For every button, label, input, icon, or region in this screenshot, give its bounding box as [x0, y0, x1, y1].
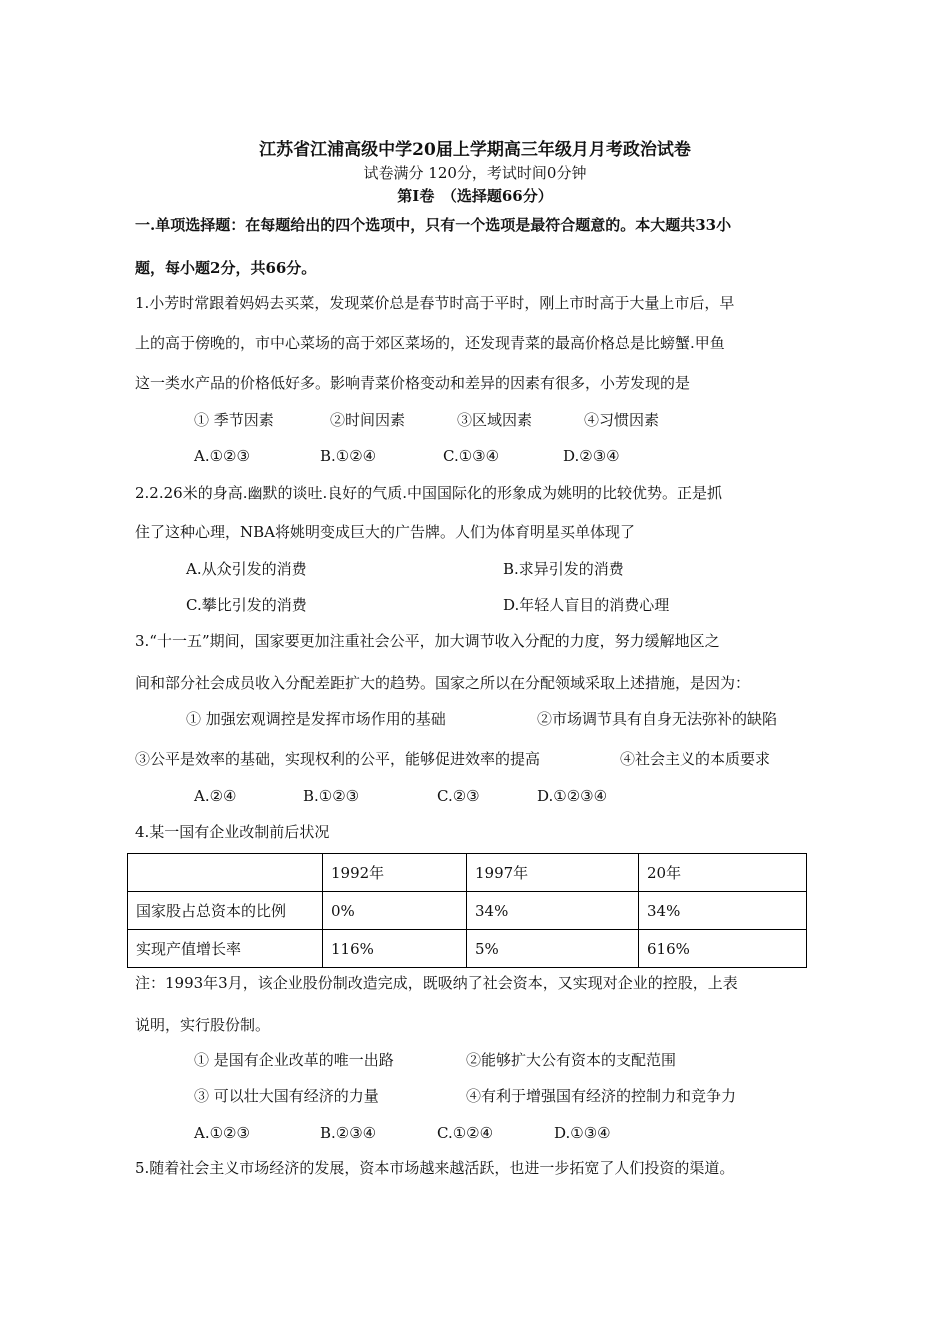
exam-title: 江苏省江浦高级中学20届上学期高三年级月月考政治试卷	[259, 140, 691, 160]
table-header-cell	[128, 854, 323, 892]
q4-note-line1: 注：1993年3月，该企业股份制改造完成，既吸纳了社会资本，又实现对企业的控股，上表	[135, 974, 738, 992]
q2-choice-a: A.从众引发的消费	[186, 560, 307, 578]
table-header-cell: 20年	[639, 854, 807, 892]
q4-stem: 4.某一国有企业改制前后状况	[135, 823, 330, 841]
q2-stem-line1: 2.2.26米的身高.幽默的谈吐.良好的气质.中国国际化的形象成为姚明的比较优势。正是抓	[135, 484, 723, 502]
table-header-cell: 1992年	[323, 854, 467, 892]
q3-item-1: ① 加强宏观调控是发挥市场作用的基础	[186, 710, 446, 728]
table-header-row	[128, 854, 807, 892]
table-cell: 0%	[323, 892, 467, 930]
table-cell: 34%	[467, 892, 639, 930]
q3-item-2: ②市场调节具有自身无法弥补的缺陷	[537, 710, 778, 728]
q3-choice-a: A.②④	[194, 787, 237, 805]
table-cell: 5%	[467, 930, 639, 968]
q3-item-4: ④社会主义的本质要求	[620, 750, 771, 768]
table-cell: 34%	[639, 892, 807, 930]
q1-item-4: ④习惯因素	[584, 411, 660, 429]
q3-stem-line1: 3.“十一五”期间，国家要更加注重社会公平，加大调节收入分配的力度，努力缓解地区之	[135, 632, 720, 650]
q4-item-4: ④有利于增强国有经济的控制力和竞争力	[466, 1087, 737, 1105]
q2-choice-d: D.年轻人盲目的消费心理	[503, 596, 670, 614]
part-label: 第Ⅰ卷 （选择题66分）	[397, 187, 553, 205]
q4-item-3: ③ 可以壮大国有经济的力量	[194, 1087, 379, 1105]
q4-choice-a: A.①②③	[194, 1124, 250, 1142]
table-row	[128, 892, 807, 930]
q5-stem-line1: 5.随着社会主义市场经济的发展，资本市场越来越活跃，也进一步拓宽了人们投资的渠道。	[135, 1159, 735, 1177]
q3-item-3: ③公平是效率的基础，实现权利的公平，能够促进效率的提高	[135, 750, 541, 768]
q4-choice-c: C.①②④	[437, 1124, 494, 1142]
q1-stem-line3: 这一类水产品的价格低好多。影响青菜价格变动和差异的因素有很多，小芳发现的是	[135, 374, 691, 392]
q4-item-2: ②能够扩大公有资本的支配范围	[466, 1051, 677, 1069]
table-cell: 616%	[639, 930, 807, 968]
q2-choice-c: C.攀比引发的消费	[186, 596, 307, 614]
q3-choice-c: C.②③	[437, 787, 480, 805]
q4-note-line2: 说明，实行股份制。	[135, 1016, 271, 1034]
table-row	[128, 930, 807, 968]
table-cell: 116%	[323, 930, 467, 968]
table-cell: 实现产值增长率	[128, 930, 323, 968]
q1-choice-d: D.②③④	[563, 447, 620, 465]
section-intro-line2: 题，每小题2分，共66分。	[135, 259, 317, 277]
table-header-cell: 1997年	[467, 854, 639, 892]
q3-choice-b: B.①②③	[303, 787, 360, 805]
q1-choice-c: C.①③④	[443, 447, 500, 465]
section-intro-line1: 一.单项选择题：在每题给出的四个选项中，只有一个选项是最符合题意的。本大题共33小	[135, 216, 732, 234]
q4-choice-b: B.②③④	[320, 1124, 377, 1142]
q3-stem-line2: 间和部分社会成员收入分配差距扩大的趋势。国家之所以在分配领域采取上述措施，是因为：	[135, 674, 751, 692]
q4-choice-d: D.①③④	[554, 1124, 611, 1142]
q1-stem-line1: 1.小芳时常跟着妈妈去买菜，发现菜价总是春节时高于平时，刚上市时高于大量上市后，早	[135, 294, 735, 312]
q2-choice-b: B.求异引发的消费	[503, 560, 624, 578]
q1-stem-line2: 上的高于傍晚的，市中心菜场的高于郊区菜场的，还发现青菜的最高价格总是比螃蟹.甲鱼	[135, 334, 725, 352]
q4-item-1: ① 是国有企业改革的唯一出路	[194, 1051, 394, 1069]
exam-subtitle: 试卷满分 120分，考试时间0分钟	[363, 164, 587, 182]
q1-choice-b: B.①②④	[320, 447, 377, 465]
q1-choice-a: A.①②③	[194, 447, 250, 465]
q1-item-3: ③区域因素	[457, 411, 533, 429]
q1-item-1: ① 季节因素	[194, 411, 274, 429]
q1-item-2: ②时间因素	[330, 411, 406, 429]
q4-data-table	[127, 853, 807, 968]
q3-choice-d: D.①②③④	[537, 787, 608, 805]
q2-stem-line2: 住了这种心理，NBA将姚明变成巨大的广告牌。人们为体育明星买单体现了	[135, 523, 635, 541]
table-cell: 国家股占总资本的比例	[128, 892, 323, 930]
